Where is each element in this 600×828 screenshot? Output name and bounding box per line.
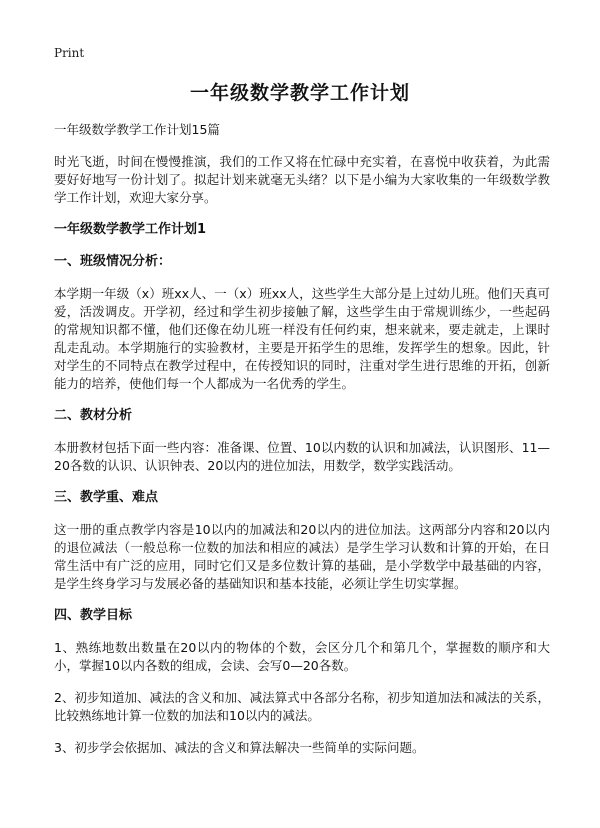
goal-item: 2、初步知道加、减法的含义和加、减法算式中各部分名称，初步知道加法和减法的关系，比较熟练地计算一位数的加法和10以内的减法。 [54, 690, 550, 723]
document-body [54, 121, 550, 771]
document-subtitle: 一年级数学教学工作计划15篇 [54, 122, 220, 137]
print-label: Print [54, 46, 85, 60]
goal-item: 1、熟练地数出数量在20以内的物体的个数，会区分几个和第几个，掌握数的顺序和大小，掌握10以内各数的组成，会读、会写0—20各数。 [54, 640, 550, 673]
section-title-textbook-analysis: 二、教材分析 [54, 408, 133, 423]
intro-paragraph: 时光飞逝，时间在慢慢推演，我们的工作又将在忙碌中充实着，在喜悦中收获着，为此需要好好地写一份计划了。拟起计划来就毫无头绪？以下是小编为大家收集的一年级数学教学工作计划，欢迎大家分享。 [54, 154, 550, 205]
section-paragraph: 本学期一年级（x）班xx人、一（x）班xx人，这些学生大部分是上过幼儿班。他们天真可爱，活泼调皮。开学初，经过和学生初步接触了解，这些学生由于常规训练少，一些起码的常规知识都不懂，他们还像在幼儿班一样没有任何约束，想来就来，要走就走，上课时乱走乱动。本学期施行的实验教材，主要是开拓学生的思维，发挥学生的想象。因此，针对学生的不同特点在教学过程中，在传授知识的同时，注重对学生进行思维的开拓，创新能力的培养，使他们每一个人都成为一名优秀的学生。 [54, 286, 550, 391]
section-paragraph: 这一册的重点教学内容是10以内的加减法和20以内的进位加法。这两部分内容和20以内的退位减法（一般总称一位数的加法和相应的减法）是学生学习认数和计算的开始，在日常生活中有广泛的应用，同时它们又是多位数计算的基础，是小学数学中最基础的内容，是学生终身学习与发展必备的基础知识和基本技能，必须让学生切实掌握。 [54, 522, 550, 591]
section-paragraph: 本册教材包括下面一些内容：准备课、位置、10以内数的认识和加减法，认识图形、11—20各数的认识、认识钟表、20以内的进位加法，用数学，数学实践活动。 [54, 440, 550, 473]
goal-item: 3、初步学会依据加、减法的含义和算法解决一些简单的实际问题。 [54, 740, 425, 755]
section-title-class-analysis: 一、班级情况分析： [54, 254, 172, 269]
section-title-teaching-goals: 四、教学目标 [54, 608, 133, 623]
section-title-key-points: 三、教学重、难点 [54, 490, 159, 505]
page-title: 一年级数学教学工作计划 [189, 82, 410, 104]
plan-heading: 一年级数学教学工作计划1 [54, 222, 207, 237]
